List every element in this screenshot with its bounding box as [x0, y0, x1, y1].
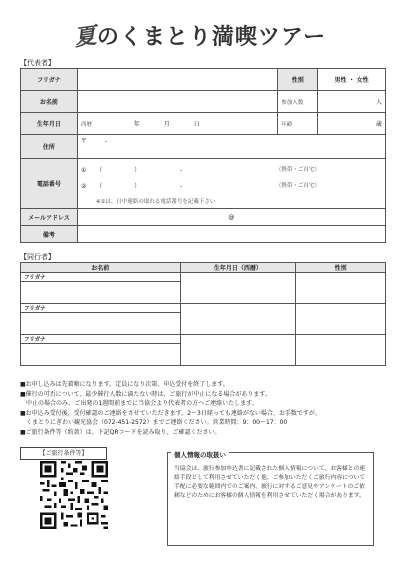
companion2-name-field[interactable]	[21, 313, 181, 335]
remarks-field[interactable]	[77, 226, 385, 243]
col-birth-header: 生年月日（西暦）	[180, 263, 296, 273]
phone-field[interactable]	[77, 159, 385, 209]
phone-row-2[interactable]	[81, 181, 371, 190]
name-label: お名前	[21, 91, 78, 113]
age-label: 年齢	[278, 113, 318, 135]
companion3-name-field[interactable]	[21, 344, 181, 366]
postal-mark: 〒	[80, 138, 87, 145]
birth-day: 日	[193, 121, 200, 128]
participants-label: 参加人数	[278, 91, 318, 113]
companions-table	[20, 262, 386, 366]
note-line: ■催行の可否について、最少催行人数に満たない時は、ご旅行が中止になる場合があります。	[20, 390, 271, 398]
birth-field[interactable]	[77, 113, 277, 135]
companion2-gender-field[interactable]	[296, 304, 386, 335]
companion1-name-field[interactable]	[21, 282, 181, 304]
note-line: ■お申し込みは先着順になります。定員になり次第、申込受付を終了します。	[20, 381, 229, 388]
phone-row-1[interactable]	[81, 165, 371, 174]
phone2-dash: -	[180, 183, 183, 190]
email-at: @	[228, 213, 235, 221]
title-no-char: の	[96, 25, 120, 50]
participants-field[interactable]	[318, 91, 386, 113]
conditions-label: 【ご旅行条件等】	[20, 447, 107, 460]
furigana-label: フリガナ	[21, 69, 78, 91]
phone2-type: （携帯・ご自宅）	[275, 183, 320, 189]
representative-section-label: 【代表者】	[20, 59, 55, 67]
address-label: 住所	[21, 135, 78, 159]
remarks-label: 備考	[21, 226, 78, 243]
privacy-box	[167, 452, 374, 546]
companion3-furigana-label: フリガナ	[21, 335, 181, 344]
phone1-dash: -	[180, 167, 183, 174]
birth-era: 西暦	[80, 122, 92, 128]
phone2-num: ②	[80, 183, 87, 190]
privacy-body: 当協会は、旅行参加申込書に記載された個人情報について、お客様との連絡手段として利用させていただく他、ご参加いただくご旅行内容について手配に必要な範囲内でのご案内、旅行に対するご意見やアンケートのご依頼などのためにお客様の個人情報を利用させていただく場合があります。	[174, 466, 366, 499]
phone-label: 電話番号	[21, 159, 78, 209]
note-line: ■お申込み受付後、受付確認のご連絡をさせていただきます。2～3日経っても連絡がない場合、お手数ですが、	[20, 409, 321, 417]
companion3-birth-field[interactable]	[180, 335, 296, 366]
furigana-field[interactable]	[77, 69, 277, 91]
qr-code-icon[interactable]	[40, 461, 108, 529]
title-summer-char: 夏	[72, 23, 99, 52]
gender-options[interactable]: 男性 ・ 女性	[318, 69, 386, 91]
representative-table	[20, 68, 386, 243]
phone2-paren-close: ）	[134, 183, 141, 190]
companions-section-label: 【同行者】	[20, 253, 55, 261]
email-label: メールアドレス	[21, 209, 78, 226]
birth-month: 月	[163, 121, 170, 128]
note-line: ■ご旅行条件等（約款）は、下記QRコードを読み取り、ご確認ください。	[20, 428, 221, 436]
birth-year: 年	[133, 121, 140, 128]
birth-label: 生年月日	[21, 113, 78, 135]
phone1-num: ①	[80, 167, 87, 174]
notes-block	[20, 380, 390, 437]
note-line: くまとりにぎわい観光協会（072-451-2572）までご連絡ください。営業時間：9：00～17：00	[20, 419, 288, 426]
age-unit: 歳	[375, 121, 382, 128]
companion2-furigana-label: フリガナ	[21, 304, 181, 313]
gender-label: 性別	[278, 69, 318, 91]
col-gender-header: 性別	[296, 263, 386, 273]
page-title	[0, 20, 400, 51]
age-field[interactable]	[318, 113, 386, 135]
companion1-furigana-label: フリガナ	[21, 273, 181, 282]
col-name-header: お名前	[21, 263, 181, 273]
address-field[interactable]	[77, 135, 385, 159]
companion2-birth-field[interactable]	[180, 304, 296, 335]
postal-dash: -	[104, 138, 108, 145]
phone-note: ※①は、日中連絡の取れる電話番号を記載下さい	[95, 199, 216, 205]
note-line: 中止の場合のみ、ご出発の1週間前までに当協会より代表者の方へご連絡いたします。	[20, 400, 258, 407]
title-rest: くまとり満喫ツアー	[119, 25, 327, 50]
privacy-heading: 個人情報の取扱い	[171, 450, 229, 459]
companion3-gender-field[interactable]	[296, 335, 386, 366]
companion1-gender-field[interactable]	[296, 273, 386, 304]
email-field[interactable]	[77, 209, 385, 226]
phone1-paren-open: （	[96, 167, 103, 174]
participants-unit: 人	[375, 99, 382, 106]
name-field[interactable]	[77, 91, 277, 113]
phone1-type: （携帯・ご自宅）	[275, 167, 320, 173]
phone2-paren-open: （	[96, 183, 103, 190]
phone1-paren-close: ）	[134, 167, 141, 174]
companion1-birth-field[interactable]	[180, 273, 296, 304]
